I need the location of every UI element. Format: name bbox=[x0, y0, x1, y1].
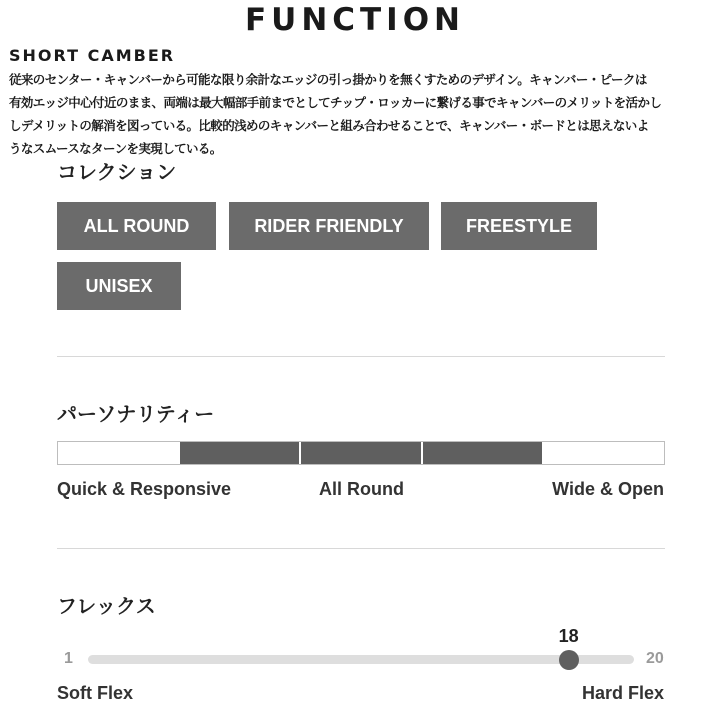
personality-heading: パーソナリティー bbox=[57, 402, 215, 426]
flex-max-label: 20 bbox=[646, 650, 664, 667]
tag-unisex[interactable]: UNISEX bbox=[57, 262, 181, 310]
flex-min-label: 1 bbox=[64, 650, 73, 667]
personality-segment bbox=[423, 442, 545, 464]
divider bbox=[57, 356, 665, 357]
tag-freestyle[interactable]: FREESTYLE bbox=[441, 202, 597, 250]
personality-segment bbox=[301, 442, 423, 464]
personality-label-wide: Wide & Open bbox=[552, 479, 664, 499]
description-line: しデメリットの解消を図っている。比較的浅めのキャンバーと組み合わせることで、キャンバー・ボードとは思えないよ bbox=[9, 118, 649, 133]
section-subtitle: SHORT CAMBER bbox=[9, 46, 176, 65]
personality-label-all-round: All Round bbox=[319, 479, 404, 499]
personality-bar bbox=[57, 441, 665, 465]
description-line: 従来のセンター・キャンバーから可能な限り余計なエッジの引っ掛かりを無くすためのデザイン。キャンバー・ピークは bbox=[9, 72, 647, 87]
tag-rider-friendly[interactable]: RIDER FRIENDLY bbox=[229, 202, 429, 250]
tag-all-round[interactable]: ALL ROUND bbox=[57, 202, 216, 250]
description-line: うなスムースなターンを実現している。 bbox=[9, 141, 222, 156]
flex-hard-label: Hard Flex bbox=[581, 683, 664, 703]
description-line: 有効エッジ中心付近のまま、両端は最大幅部手前までとしてチップ・ロッカーに繋げる事でキャンバーのメリットを活かし bbox=[9, 95, 662, 110]
flex-slider-track[interactable] bbox=[88, 655, 634, 664]
personality-segment bbox=[58, 442, 180, 464]
flex-value: 18 bbox=[558, 626, 579, 646]
flex-heading: フレックス bbox=[57, 594, 156, 618]
personality-label-quick: Quick & Responsive bbox=[57, 479, 232, 499]
collection-heading: コレクション bbox=[57, 160, 177, 184]
flex-soft-label: Soft Flex bbox=[57, 683, 134, 703]
personality-segment bbox=[544, 442, 664, 464]
divider bbox=[57, 548, 665, 549]
page-title: FUNCTION bbox=[244, 2, 466, 38]
personality-segment bbox=[180, 442, 302, 464]
flex-slider-knob[interactable] bbox=[559, 650, 579, 670]
description bbox=[9, 68, 703, 160]
